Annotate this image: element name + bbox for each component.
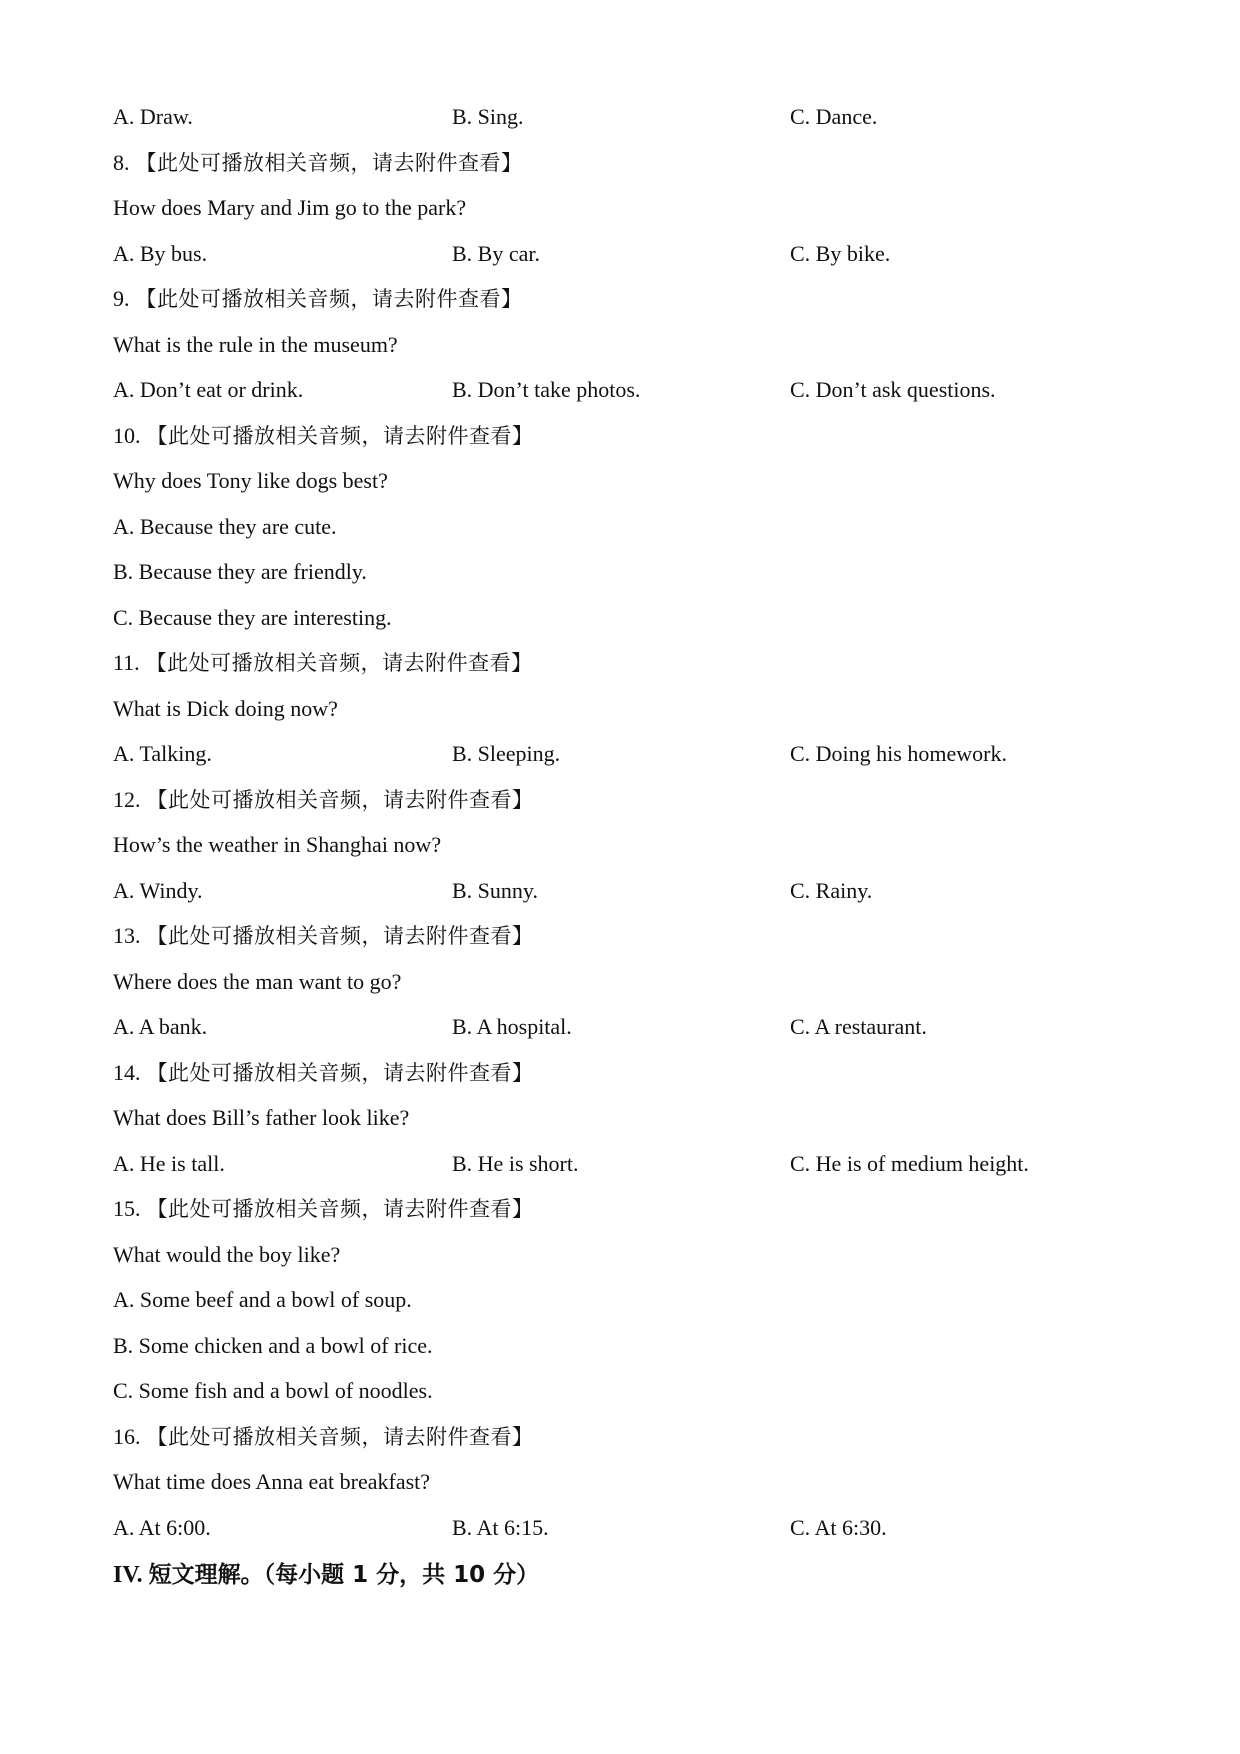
section-iv-roman: IV. [113, 1562, 143, 1588]
q8-number: 8. [113, 149, 130, 175]
q12-number: 12. [113, 786, 141, 812]
q8-header [113, 140, 1123, 186]
q15-option-c: C. Some fish and a bowl of noodles. [113, 1378, 433, 1403]
q13-options-row [113, 1004, 1123, 1050]
q16-option-c: C. At 6:30. [790, 1514, 887, 1540]
q12-prompt: How’s the weather in Shanghai now? [113, 832, 442, 857]
q11-options-row [113, 731, 1123, 777]
q15-prompt: What would the boy like? [113, 1241, 341, 1267]
q13-number: 13. [113, 923, 141, 948]
q12-options-row [113, 868, 1123, 914]
q11-number: 11. [113, 650, 140, 675]
q15-number: 15. [113, 1196, 141, 1221]
q9-options-row [113, 367, 1123, 413]
q12-option-a: A. Windy. [113, 877, 203, 903]
q9-option-b: B. Don’t take photos. [452, 377, 641, 402]
q16-options-row [113, 1505, 1123, 1551]
q12-audio-note: 【此处可播放相关音频，请去附件查看】 [146, 787, 534, 812]
q12-option-b: B. Sunny. [452, 877, 538, 903]
q10-number: 10. [113, 422, 141, 448]
q16-prompt: What time does Anna eat breakfast? [113, 1469, 431, 1494]
q9-option-c: C. Don’t ask questions. [790, 377, 996, 402]
q8-option-c: C. By bike. [790, 240, 891, 266]
q16-option-a: A. At 6:00. [113, 1514, 211, 1540]
q15-audio-note: 【此处可播放相关音频，请去附件查看】 [146, 1197, 534, 1221]
q12-option-c: C. Rainy. [790, 877, 873, 903]
q11-option-c: C. Doing his homework. [790, 741, 1007, 766]
q14-option-a: A. He is tall. [113, 1150, 225, 1176]
q11-option-a: A. Talking. [113, 741, 212, 766]
q11-prompt: What is Dick doing now? [113, 695, 338, 721]
q15-header [113, 1186, 1123, 1232]
q10-option-b: B. Because they are friendly. [113, 559, 367, 584]
q15-option-a: A. Some beef and a bowl of soup. [113, 1287, 412, 1312]
q14-option-c: C. He is of medium height. [790, 1150, 1029, 1176]
q10-option-c: C. Because they are interesting. [113, 604, 392, 630]
q14-header [113, 1050, 1123, 1096]
q14-audio-note: 【此处可播放相关音频，请去附件查看】 [146, 1060, 534, 1085]
q11-audio-note: 【此处可播放相关音频，请去附件查看】 [145, 651, 533, 675]
q13-audio-note: 【此处可播放相关音频，请去附件查看】 [146, 924, 534, 948]
q10-audio-note: 【此处可播放相关音频，请去附件查看】 [146, 423, 534, 448]
q11-option-b: B. Sleeping. [452, 741, 561, 766]
q13-prompt: Where does the man want to go? [113, 968, 402, 994]
q7-option-a: A. Draw. [113, 104, 193, 129]
q16-audio-note: 【此处可播放相关音频，请去附件查看】 [146, 1424, 534, 1449]
q13-option-b: B. A hospital. [452, 1014, 572, 1039]
q14-option-b: B. He is short. [452, 1150, 579, 1176]
q16-number: 16. [113, 1423, 141, 1449]
q9-prompt: What is the rule in the museum? [113, 331, 398, 357]
q14-prompt: What does Bill’s father look like? [113, 1105, 410, 1130]
q9-number: 9. [113, 286, 130, 311]
q14-number: 14. [113, 1059, 141, 1085]
q15-option-b: B. Some chicken and a bowl of rice. [113, 1332, 433, 1358]
q8-audio-note: 【此处可播放相关音频，请去附件查看】 [135, 150, 523, 175]
q7-option-c: C. Dance. [790, 104, 878, 129]
section-iv-heading [113, 1550, 1123, 1600]
q8-options-row [113, 231, 1123, 277]
q7-options-row [113, 94, 1123, 140]
q13-option-c: C. A restaurant. [790, 1014, 927, 1039]
q8-option-b: B. By car. [452, 240, 540, 266]
q10-option-a: A. Because they are cute. [113, 513, 337, 539]
q14-options-row [113, 1141, 1123, 1187]
section-iv-title: 短文理解。（每小题 1 分，共 10 分） [148, 1562, 540, 1588]
q16-option-b: B. At 6:15. [452, 1514, 549, 1540]
q9-header [113, 276, 1123, 322]
page-content [113, 94, 1123, 1600]
q10-prompt: Why does Tony like dogs best? [113, 468, 388, 493]
q8-prompt: How does Mary and Jim go to the park? [113, 195, 467, 220]
q13-header [113, 913, 1123, 959]
q12-header [113, 777, 1123, 823]
q7-option-b: B. Sing. [452, 104, 524, 129]
q9-option-a: A. Don’t eat or drink. [113, 377, 304, 402]
q9-audio-note: 【此处可播放相关音频，请去附件查看】 [135, 287, 523, 311]
q8-option-a: A. By bus. [113, 240, 208, 266]
q13-option-a: A. A bank. [113, 1014, 208, 1039]
q16-header [113, 1414, 1123, 1460]
q11-header [113, 640, 1123, 686]
q10-header [113, 413, 1123, 459]
